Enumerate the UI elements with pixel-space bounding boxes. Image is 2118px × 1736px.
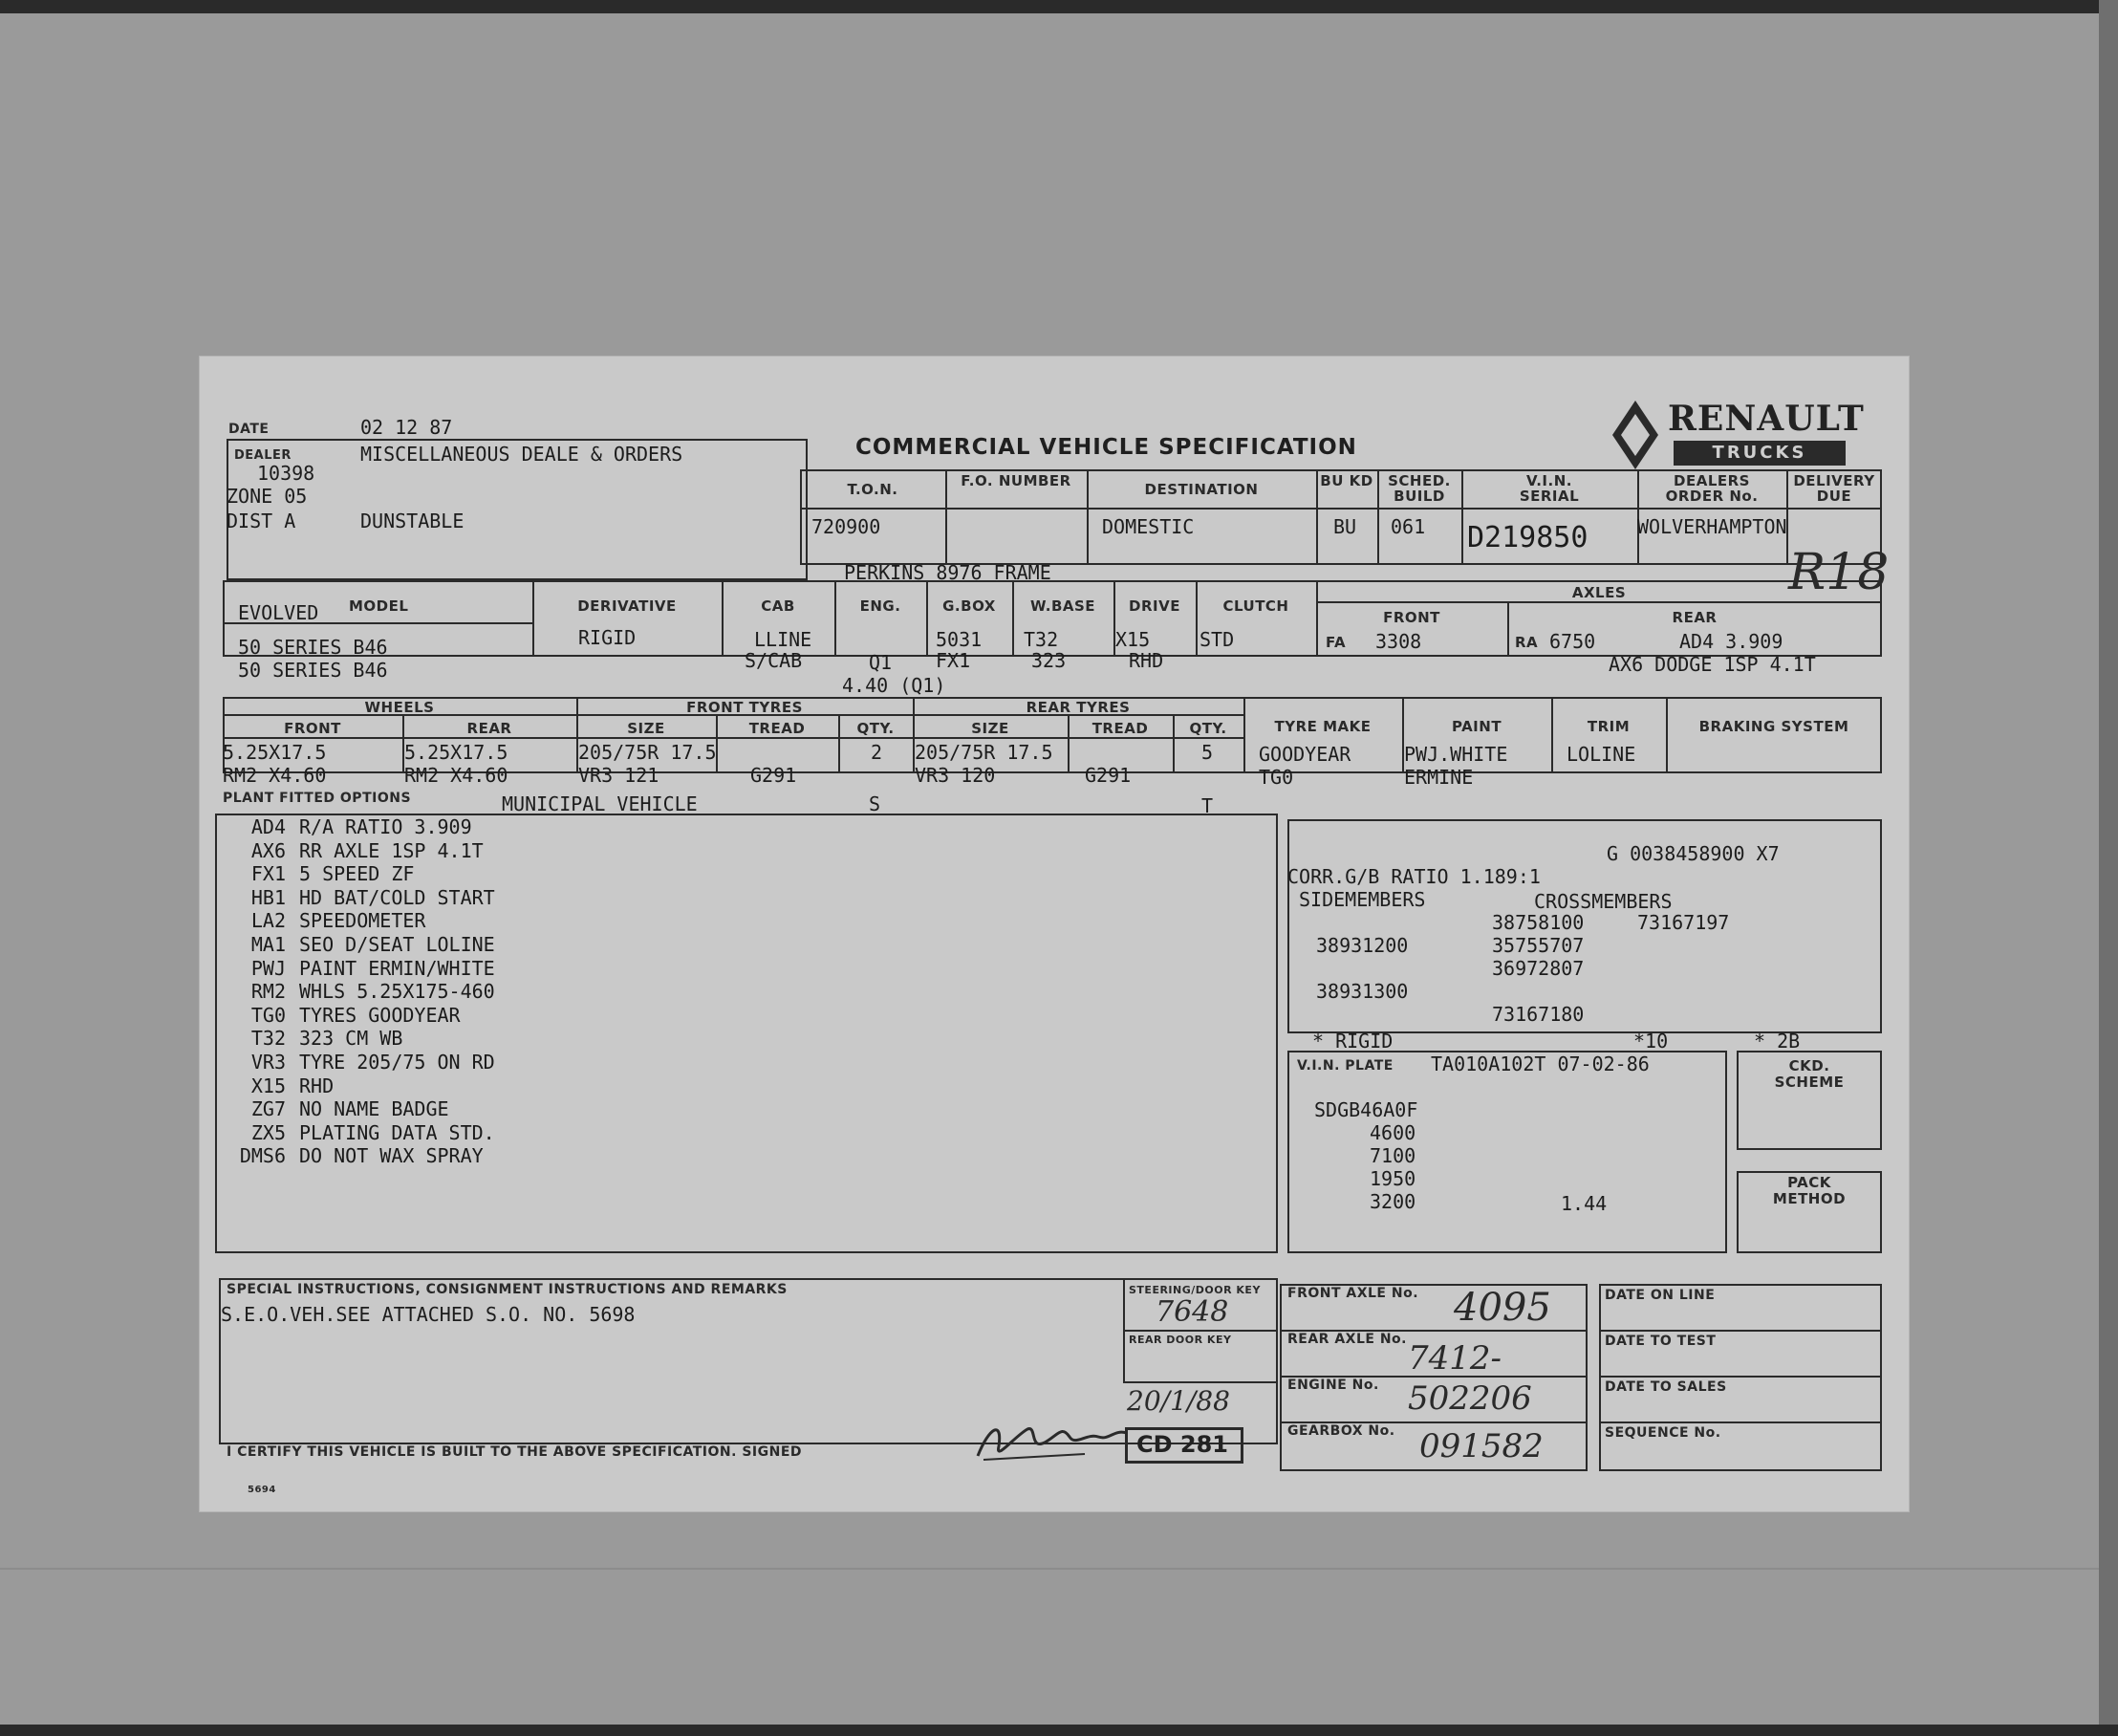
option-code: X15 (250, 1074, 286, 1097)
option-item (219, 957, 495, 981)
rt-tread: G291 (1085, 764, 1132, 787)
wheel-rear-2: RM2 X4.60 (404, 764, 508, 787)
axles-rear-label: REAR (1672, 609, 1718, 626)
star-2b: * 2B (1754, 1030, 1801, 1052)
destination-label: DESTINATION (1144, 481, 1259, 498)
renault-logo (1607, 399, 1865, 475)
certify-statement: I CERTIFY THIS VEHICLE IS BUILT TO THE ABOVE SPECIFICATION. SIGNED (227, 1444, 803, 1460)
option-text: SEO D/SEAT LOLINE (299, 932, 495, 956)
rt-size-2: VR3 120 (915, 764, 996, 787)
paint-label: PAINT (1451, 718, 1502, 735)
fa-prefix: FA (1326, 634, 1347, 651)
vin-serial-label: V.I.N. SERIAL (1519, 472, 1580, 505)
scan-bottom-border (0, 1725, 2118, 1736)
option-code: ZX5 (250, 1120, 286, 1144)
option-code: AD4 (250, 815, 286, 838)
rear-axle-1: AD4 3.909 (1679, 630, 1783, 653)
option-code: ZG7 (250, 1097, 286, 1121)
option-code: AX6 (250, 838, 286, 862)
scan-right-edge (2099, 0, 2118, 1736)
derivative-label: DERIVATIVE (577, 597, 677, 615)
rule (834, 580, 836, 657)
wheel-front-1: 5.25X17.5 (223, 741, 327, 764)
option-code: MA1 (250, 932, 286, 956)
document-title: COMMERCIAL VEHICLE SPECIFICATION (855, 435, 1357, 460)
date-to-sales-label: DATE TO SALES (1605, 1379, 1727, 1395)
model-label: MODEL (349, 597, 409, 615)
cd-stamp: CD 281 (1136, 1431, 1228, 1458)
tyre-make-label: TYRE MAKE (1274, 718, 1372, 735)
pack-method-label: PACK METHOD (1772, 1174, 1847, 1207)
star-10: *10 (1633, 1030, 1669, 1052)
brand-name: RENAULT (1668, 399, 1865, 439)
option-text: SPEEDOMETER (299, 909, 426, 933)
option-text: DO NOT WAX SPRAY (299, 1144, 484, 1168)
ft-tread-label: TREAD (748, 720, 806, 737)
options-bar-s: S (869, 792, 881, 815)
g-number: G 0038458900 X7 (1607, 842, 1780, 865)
remarks-label: SPECIAL INSTRUCTIONS, CONSIGNMENT INSTRUCTIONS AND REMARKS (227, 1282, 788, 1297)
trim-label: TRIM (1587, 718, 1631, 735)
vin-plate-code: TA010A102T 07-02-86 (1431, 1052, 1650, 1075)
date-value: 02 12 87 (360, 416, 453, 439)
rule (1551, 697, 1553, 773)
fo-number-label: F.O. NUMBER (961, 472, 1071, 489)
date-label: DATE (228, 422, 270, 437)
rear-axle-label: REAR AXLE No. (1287, 1332, 1407, 1347)
tyre-make-1: GOODYEAR (1259, 743, 1351, 766)
date-to-test-label: DATE TO TEST (1605, 1334, 1717, 1349)
vin-serial-value: D219850 (1467, 521, 1588, 554)
dealers-order-value: WOLVERHAMPTON (1637, 515, 1787, 538)
vin-plate-id: SDGB46A0F (1314, 1098, 1418, 1121)
ra-prefix: RA (1515, 634, 1539, 651)
handwritten-code: R18 (1788, 544, 1890, 601)
axles-label: AXLES (1571, 584, 1627, 601)
option-code: HB1 (250, 885, 286, 909)
district: DIST A (227, 510, 296, 532)
clutch-label: CLUTCH (1222, 597, 1289, 615)
scan-ghost-line (0, 1568, 2099, 1570)
sched-build-value: 061 (1391, 515, 1426, 538)
trim-value: LOLINE (1567, 743, 1636, 766)
rear-axle-value: 7412- (1408, 1339, 1502, 1378)
ft-size-1: 205/75R 17.5 (578, 741, 717, 764)
eng-value: Q1 (869, 651, 893, 674)
option-text: 323 CM WB (299, 1027, 403, 1051)
ft-size-label: SIZE (627, 720, 665, 737)
ton-label: T.O.N. (847, 481, 898, 498)
option-code: LA2 (250, 909, 286, 933)
option-text: PAINT ERMIN/WHITE (299, 956, 495, 980)
fa-value: 3308 (1375, 630, 1422, 653)
paint-1: PWJ.WHITE (1404, 743, 1508, 766)
ra-value: 6750 (1549, 630, 1596, 653)
rule (800, 508, 1882, 510)
option-item (219, 839, 495, 863)
sign-date: 20/1/88 (1127, 1385, 1230, 1417)
option-item (219, 886, 495, 910)
crossmember-3: 36972807 (1492, 957, 1585, 980)
front-axle-label: FRONT AXLE No. (1287, 1286, 1419, 1301)
option-item (219, 1051, 495, 1074)
model-line-2: 50 SERIES B46 (238, 659, 388, 682)
option-item (219, 1074, 495, 1098)
dealers-order-label: DEALERS ORDER No. (1665, 472, 1759, 505)
axles-front-label: FRONT (1383, 609, 1440, 626)
rule (223, 737, 1243, 739)
option-text: NO NAME BADGE (299, 1097, 449, 1121)
brand-sub: TRUCKS (1674, 441, 1846, 466)
vin-weight-4: 3200 (1370, 1190, 1416, 1213)
gbox-value-1: 5031 (936, 628, 983, 651)
rule (1012, 580, 1014, 657)
wheels-rear-label: REAR (466, 720, 512, 737)
option-code: TG0 (250, 1003, 286, 1027)
cab-label: CAB (761, 597, 795, 615)
ft-size-2: VR3 121 (578, 764, 659, 787)
wbase-label: W.BASE (1029, 597, 1096, 615)
rule (1196, 580, 1198, 657)
wbase-value-2: 323 (1031, 649, 1067, 672)
option-item (219, 815, 495, 839)
option-item (219, 980, 495, 1004)
ckd-scheme-label: CKD. SCHEME (1774, 1057, 1845, 1091)
vin-ratio: 1.44 (1561, 1192, 1608, 1215)
option-text: TYRE 205/75 ON RD (299, 1050, 495, 1074)
drive-label: DRIVE (1129, 597, 1180, 615)
rigid-line: * RIGID (1312, 1030, 1394, 1052)
crossmember-1b: 73167197 (1637, 911, 1730, 934)
model-line-1: 50 SERIES B46 (238, 636, 388, 659)
gearbox-number-label: GEARBOX No. (1287, 1423, 1395, 1439)
engine-number-value: 502206 (1408, 1379, 1532, 1418)
options-label: PLANT FITTED OPTIONS (223, 791, 412, 806)
bu-kd-value: BU (1333, 515, 1357, 538)
drive-value-1: X15 (1115, 628, 1151, 651)
options-list (219, 815, 495, 1168)
front-tyres-label: FRONT TYRES (686, 699, 803, 716)
ft-tread: G291 (750, 764, 797, 787)
rear-tyres-label: REAR TYRES (1026, 699, 1131, 716)
corr-ratio: CORR.G/B RATIO 1.189:1 (1287, 865, 1541, 888)
option-text: RR AXLE 1SP 4.1T (299, 838, 484, 862)
rule (1599, 1421, 1882, 1423)
rt-size-1: 205/75R 17.5 (915, 741, 1053, 764)
option-code: RM2 (250, 980, 286, 1004)
engine-number-label: ENGINE No. (1287, 1378, 1379, 1393)
scan-top-border (0, 0, 2118, 13)
rt-qty: 5 (1201, 741, 1214, 764)
vin-plate-box (1287, 1051, 1727, 1253)
sidemember-1: 38931200 (1316, 934, 1409, 957)
rule (722, 580, 724, 657)
delivery-due-label: DELIVERY DUE (1793, 472, 1875, 505)
rule (1316, 601, 1882, 603)
cab-value-2: S/CAB (745, 649, 803, 672)
option-code: T32 (250, 1027, 286, 1051)
braking-label: BRAKING SYSTEM (1698, 718, 1849, 735)
clutch-value: STD (1199, 628, 1235, 651)
paint-2: ERMINE (1404, 766, 1474, 789)
option-text: TYRES GOODYEAR (299, 1003, 461, 1027)
wheel-front-2: RM2 X4.60 (223, 764, 327, 787)
option-item (219, 1004, 495, 1028)
options-bar-t: T (1201, 794, 1214, 817)
zone: ZONE 05 (227, 485, 308, 508)
model-value: EVOLVED (238, 601, 319, 624)
wbase-value-1: T32 (1024, 628, 1059, 651)
vin-weight-1: 4600 (1370, 1121, 1416, 1144)
eng-label: ENG. (859, 597, 901, 615)
option-text: R/A RATIO 3.909 (299, 815, 472, 838)
vin-weight-3: 1950 (1370, 1167, 1416, 1190)
option-item (219, 1121, 495, 1145)
rt-qty-label: QTY. (1189, 720, 1227, 737)
wheels-label: WHEELS (364, 699, 435, 716)
bu-kd-label: BU KD (1320, 472, 1373, 489)
option-text: WHLS 5.25X175-460 (299, 980, 495, 1004)
crossmembers-label: CROSSMEMBERS (1534, 890, 1673, 913)
option-item (219, 1097, 495, 1121)
remarks-text: S.E.O.VEH.SEE ATTACHED S.O. NO. 5698 (221, 1303, 636, 1326)
option-item (219, 1144, 495, 1168)
crossmember-1: 38758100 (1492, 911, 1585, 934)
gearbox-number-value: 091582 (1419, 1427, 1544, 1465)
steering-key-value: 7648 (1156, 1295, 1229, 1329)
option-code: DMS6 (239, 1144, 286, 1168)
rule (1666, 697, 1668, 773)
rule (1243, 697, 1245, 773)
option-text: HD BAT/COLD START (299, 885, 495, 909)
ton-value: 720900 (811, 515, 881, 538)
option-item (219, 909, 495, 933)
vin-weight-2: 7100 (1370, 1144, 1416, 1167)
engine-frame-line: PERKINS 8976 FRAME (844, 561, 1051, 584)
ft-qty-label: QTY. (856, 720, 895, 737)
sidemember-2: 38931300 (1316, 980, 1409, 1003)
dealer-label: DEALER (234, 448, 292, 463)
option-item (219, 862, 495, 886)
option-code: PWJ (250, 956, 286, 980)
rule (1599, 1330, 1882, 1332)
gbox-label: G.BOX (942, 597, 996, 615)
tyre-make-2: TG0 (1259, 766, 1294, 789)
wheel-rear-1: 5.25X17.5 (404, 741, 508, 764)
date-on-line-label: DATE ON LINE (1605, 1288, 1716, 1303)
sequence-number-label: SEQUENCE No. (1605, 1425, 1721, 1441)
rule (532, 580, 534, 657)
steering-key-label: STEERING/DOOR KEY (1129, 1284, 1261, 1296)
destination-value: DOMESTIC (1102, 515, 1195, 538)
specification-sheet (199, 356, 1910, 1512)
option-text: RHD (299, 1074, 335, 1097)
renault-diamond-icon (1607, 399, 1664, 471)
signature-icon (970, 1408, 1133, 1465)
front-axle-value: 4095 (1454, 1286, 1551, 1330)
drive-value-2: RHD (1129, 649, 1164, 672)
option-item (219, 933, 495, 957)
wheels-front-label: FRONT (284, 720, 341, 737)
vin-plate-label: V.I.N. PLATE (1297, 1058, 1394, 1074)
option-text: PLATING DATA STD. (299, 1120, 495, 1144)
options-bar-text: MUNICIPAL VEHICLE (502, 792, 698, 815)
district-town: DUNSTABLE (360, 510, 465, 532)
rule (926, 580, 928, 657)
option-code: FX1 (250, 862, 286, 886)
rt-tread-label: TREAD (1091, 720, 1149, 737)
crossmember-2: 35755707 (1492, 934, 1585, 957)
rear-door-key-label: REAR DOOR KEY (1129, 1334, 1232, 1346)
eng-extra: 4.40 (Q1) (842, 674, 946, 697)
dealer-number: 10398 (257, 462, 315, 485)
cab-value-1: LLINE (754, 628, 812, 651)
dealer-value: MISCELLANEOUS DEALE & ORDERS (360, 443, 683, 466)
rule (1123, 1330, 1278, 1332)
option-code: VR3 (250, 1050, 286, 1074)
sidemembers-label: SIDEMEMBERS (1299, 888, 1426, 911)
derivative-value: RIGID (578, 626, 637, 649)
rule (1599, 1376, 1882, 1378)
option-text: 5 SPEED ZF (299, 862, 415, 886)
gbox-value-2: FX1 (936, 649, 971, 672)
rear-axle-2: AX6 DODGE 1SP 4.1T (1609, 653, 1816, 676)
ft-qty: 2 (871, 741, 883, 764)
rt-size-label: SIZE (971, 720, 1009, 737)
option-item (219, 1027, 495, 1051)
dates-box (1599, 1284, 1882, 1471)
crossmember-4: 73167180 (1492, 1003, 1585, 1026)
sched-build-label: SCHED. BUILD (1388, 472, 1451, 505)
form-number: 5694 (248, 1485, 276, 1495)
